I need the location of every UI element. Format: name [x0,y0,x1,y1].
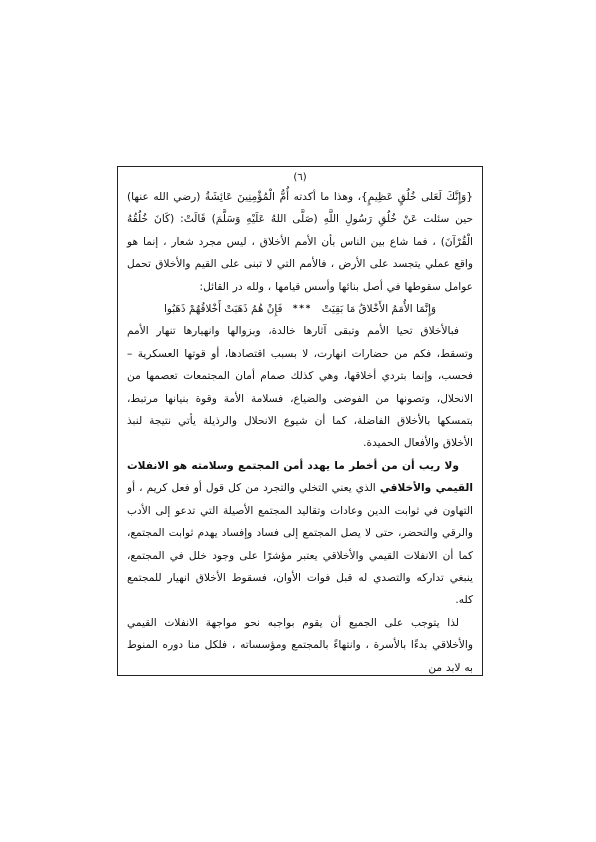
paragraph-duty: لذا يتوجب على الجميع أن يقوم بواجبه نحو مواجهة الانفلات القيمي والأخلاقي بدءًا بالأسرة ، وانتهاءً بالمجتمع ومؤسساته ، فلكل منا دوره المنوط به لابد من [127,616,473,674]
verse-separator: *** [292,304,312,315]
page-number: (٦) [293,172,307,183]
verse-second-hemistich: فَإِنْ هُمُ ذَهَبَتْ أَخْلاقُهُمْ ذَهَبُوا [164,303,283,316]
poetry-verse [127,298,473,320]
bold-lead-sentence: ولا ريب أن من أخطر ما يهدد أمن المجتمع وسلامته هو الانفلات القيمي والأخلاقي [127,459,473,495]
paragraph-morals: فبالأخلاق تحيا الأمم وتبقى آثارها خالدة، وبزوالها وانهيارها تنهار الأمم وتسقط، فكم من حضارات انهارت، لا بسبب اقتصادها، أو قوتها العسكرية – فحسب، وإنما بتردي أخلاقها، وهي كذلك صمام أمان المجتمعات تعصمها من الانحلال، وتصونها من الفوضى والضياع، فسلامة الأمة وقوة بنيانها مرتبط، بتمسكها بالأخلاق الفاضلة، كما أن شيوع الانحلال والرذيلة يأتي نتيجة لنبذ الأخلاق والأفعال الحميدة. [127,325,473,450]
paragraph-moral-decline [127,455,473,612]
paragraph-moral-decline-body: الذي يعني التخلي والتجرد من كل قول أو فعل كريم ، أو التهاون في ثوابت الدين وعادات وتقاليد المجتمع الأصيلة التي تدعو إلى الأدب والرقي والتحضر، حتى لا يصل المجتمع إلى فساد وإفساد يهدم ثوابت المجتمع، كما أن الانفلات القيمي والأخلاقي يعتبر مؤشرًا على وجود خلل في المجتمع، ينبغي تداركه والتصدي له قبل فوات الأوان، فسقوط الأخلاق انهيار للمجتمع كله. [127,482,473,607]
verse-first-hemistich: وَإِنَّمَا الأُمَمُ الأَخْلاقُ مَا بَقِيَتْ [321,303,436,316]
paragraph-intro: {وَإِنَّكَ لَعَلى خُلُقٍ عَظِيمٍ}، وهذا ما أكدته أُمُّ الْمُؤْمِنِينَ عَائِشَةُ (رضي الله عنها) حين سئلت عَنْ خُلُقِ رَسُولِ اللَّهِ (صَلَّى اللهُ عَلَيْهِ وَسَلَّمَ) قَالَتْ: (كَانَ خُلُقُهُ الْقُرْآنَ) ، فما شاع بين الناس بأن الأمم الأخلاق ، ليس مجرد شعار ، إنما هو واقع عملي يتجسد على الأرض ، فالأمم التي لا تبنى على القيم والأخلاق تحمل عوامل سقوطها في أصل بنائها وأسس قيامها ، ولله در القائل: [127,191,473,293]
page-frame [117,166,483,676]
